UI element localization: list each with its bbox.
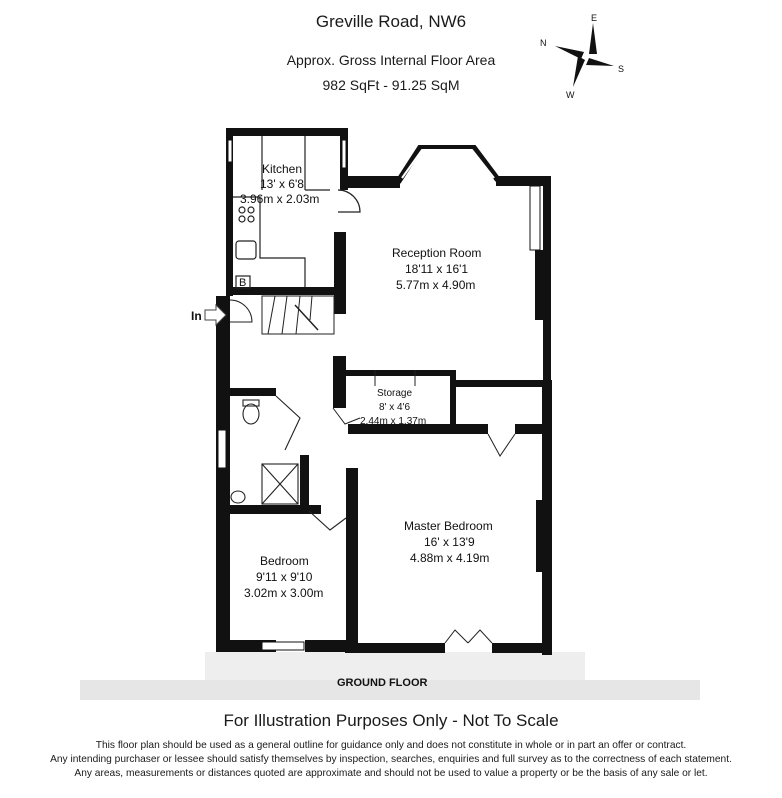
hob-ring-2: [248, 207, 254, 213]
wall-bath-right: [300, 455, 309, 511]
bedroom-metric: 3.02m x 3.00m: [244, 586, 324, 600]
wall-cupboard-top: [455, 380, 545, 387]
wall-kitchen-top: [226, 128, 348, 136]
wall-reception-top-right: [496, 176, 551, 186]
floor-label: GROUND FLOOR: [337, 677, 428, 689]
toilet-cistern: [243, 400, 259, 406]
stair-arrow: [295, 305, 318, 330]
wall-left: [216, 296, 230, 652]
hob-ring-4: [248, 216, 254, 222]
kitchen-counter: [233, 197, 305, 287]
hob-ring-1: [239, 207, 245, 213]
wall-master-pier: [536, 500, 552, 572]
bedroom-name: Bedroom: [260, 554, 309, 568]
french-door-right: [468, 630, 492, 643]
stair-step-1: [268, 296, 275, 334]
master-imperial: 16' x 13'9: [424, 535, 475, 549]
window-bedroom: [262, 642, 304, 650]
reception-name: Reception Room: [392, 246, 482, 260]
wall-bottom-right: [492, 643, 552, 653]
disclaimer-line-2: Any intending purchaser or lessee should satisfy themselves by inspection, searches, enquiries and full survey as to the correctness of each statement.: [50, 754, 732, 765]
stair-step-4: [310, 296, 312, 320]
wall-bedroom-right: [346, 530, 354, 650]
stair-step-2: [282, 296, 287, 334]
compass-needle-west: [555, 46, 584, 59]
wall-master-top-right: [515, 424, 550, 434]
storage-door-swing: [333, 408, 360, 424]
toilet-icon: [243, 404, 259, 424]
boiler-label: B: [239, 277, 247, 289]
compass-e: E: [591, 13, 598, 23]
window-reception-right: [530, 186, 540, 250]
cupboard-door-swing: [488, 434, 515, 456]
area-label: Approx. Gross Internal Floor Area: [286, 52, 496, 68]
ground-shadow: [205, 652, 585, 680]
kitchen-sink: [236, 241, 256, 259]
window-kitchen-right: [342, 140, 346, 168]
window-bathroom: [218, 430, 226, 468]
wall-reception-top-left: [340, 176, 400, 188]
bedroom-imperial: 9'11 x 9'10: [256, 570, 313, 584]
reception-imperial: 18'11 x 16'1: [405, 262, 469, 276]
kitchen-door-swing: [338, 190, 360, 212]
stair-step-3: [296, 296, 300, 334]
disclaimer-headline: For Illustration Purposes Only - Not To Scale: [223, 711, 559, 730]
wall-storage-right: [450, 370, 456, 426]
compass-needle-south: [573, 56, 585, 87]
disclaimer-line-3: Any areas, measurements or distances quoted are approximate and should not be used to value a property or be the basis of any sale or let.: [74, 768, 708, 779]
wall-bath-top: [226, 388, 276, 396]
master-name: Master Bedroom: [404, 519, 493, 533]
wall-storage-post: [333, 356, 345, 370]
compass-needle-north: [589, 23, 597, 54]
compass: [540, 13, 624, 100]
plan-title: Greville Road, NW6: [315, 12, 467, 31]
area-value: 982 SqFt - 91.25 SqM: [322, 77, 460, 93]
wall-storage-top: [345, 370, 455, 376]
french-door-left: [445, 630, 468, 643]
wall-bottom-mid: [345, 643, 445, 653]
stairs: [230, 296, 334, 334]
entrance-label: In: [191, 309, 202, 323]
storage-fittings: [333, 370, 515, 643]
compass-w: W: [566, 90, 575, 100]
hob-ring-3: [239, 216, 245, 222]
wall-reception-pier: [535, 250, 551, 320]
storage-metric: 2.44m x 1.37m: [360, 416, 427, 427]
master-metric: 4.88m x 4.19m: [410, 551, 490, 565]
storage-imperial: 8' x 4'6: [379, 402, 411, 413]
disclaimer-line-1: This floor plan should be used as a general outline for guidance only and does not constitute in whole or in part an offer or contract.: [95, 740, 687, 751]
wall-hall-right: [334, 232, 346, 314]
bathroom-door-swing: [276, 396, 300, 450]
entrance-door-swing: [230, 300, 252, 322]
compass-n: N: [540, 38, 547, 48]
compass-needle-east: [586, 58, 614, 66]
window-kitchen-left: [228, 140, 232, 162]
kitchen-metric: 3.96m x 2.03m: [240, 192, 320, 206]
kitchen-imperial: 13' x 6'8: [260, 177, 304, 191]
reception-metric: 5.77m x 4.90m: [396, 278, 476, 292]
basin-icon: [231, 491, 245, 503]
compass-s: S: [618, 64, 625, 74]
kitchen-name: Kitchen: [262, 162, 303, 176]
storage-name: Storage: [377, 388, 413, 399]
